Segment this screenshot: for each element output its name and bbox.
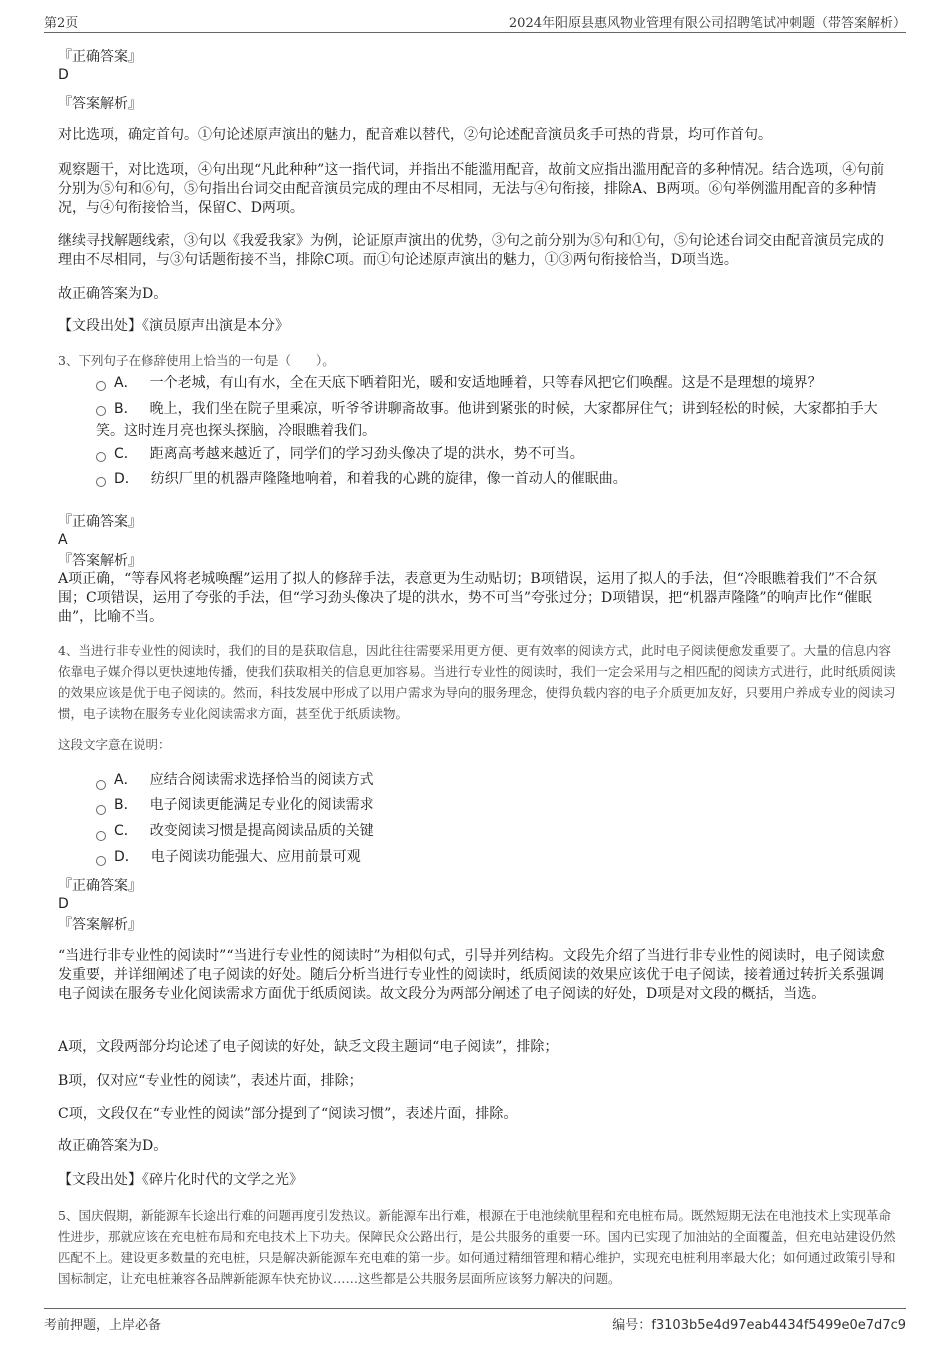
q4-answer-label: 『正确答案』 (58, 878, 142, 894)
page-footer (44, 1308, 906, 1333)
option-letter: B． (114, 401, 138, 417)
q3-option-d[interactable] (114, 468, 894, 490)
q4-analysis-p4: C项，文段仅在“专业性的阅读”部分提到了“阅读习惯”，表述片面，排除。 (58, 1106, 518, 1122)
option-letter: A． (114, 772, 138, 788)
option-letter: D． (114, 471, 139, 487)
footer-slogan: 考前押题，上岸必备 (44, 1318, 162, 1333)
document-code-value: f3103b5e4d97eab4434f5499e0e7d7c9 (651, 1318, 906, 1333)
q2-conclusion: 故正确答案为D。 (58, 286, 168, 302)
page-header (44, 10, 906, 33)
option-letter: A． (114, 375, 138, 391)
q3-option-c-radio[interactable] (96, 452, 106, 462)
q3-option-d-radio[interactable] (96, 477, 106, 487)
option-letter: B． (114, 797, 138, 813)
q3-analysis-label: 『答案解析』 (58, 553, 142, 569)
q4-option-c-radio[interactable] (96, 831, 106, 841)
q4-option-c[interactable] (114, 820, 374, 842)
page-number: 第2页 (44, 16, 79, 31)
q4-option-a[interactable] (114, 769, 374, 791)
q3-answer-label: 『正确答案』 (58, 514, 142, 530)
q4-option-d[interactable] (114, 846, 361, 868)
document-title: 2024年阳原县惠风物业管理有限公司招聘笔试冲刺题（带答案解析） (508, 16, 906, 31)
option-text: 一个老城，有山有水，全在天底下晒着阳光，暖和安适地睡着，只等春风把它们唤醒。这是不是理想的境界？ (149, 375, 822, 391)
option-text: 晚上，我们坐在院子里乘凉，听爷爷讲聊斋故事。他讲到紧张的时候，大家都屏住气；讲到轻松的时候，大家都拍手大笑。这时连月亮也探头探脑，冷眼瞧着我们。 (96, 401, 878, 439)
q4-analysis-p3: B项，仅对应“专业性的阅读”，表述片面，排除； (58, 1073, 363, 1089)
q4-stem: 4、当进行非专业性的阅读时，我们的目的是获取信息，因此往往需要采用更方便、更有效率的阅读方式，此时电子阅读便愈发重要了。大量的信息内容依靠电子媒介得以更快速地传播，使我们获取相关的信息更加容易。当进行专业性的阅读时，我们一定会采用与之相匹配的阅读方式进行，此时纸质阅读的效果应该是优于电子阅读的。然而，科技发展中形成了以用户需求为导向的服务理念，使得负载内容的电子介质更加友好，只要用户养成专业的阅读习惯，电子读物在服务专业化阅读需求方面，甚至优于纸质读物。 (58, 643, 896, 721)
q3-stem: 3、下列句子在修辞使用上恰当的一句是（ ）。 (58, 353, 335, 368)
q2-analysis-p2: 观察题干，对比选项，④句出现“凡此种种”这一指代词，并指出不能滥用配音，故前文应指出滥用配音的多种情况。结合选项，④句前分别为⑤句和⑥句，⑤句指出台词交由配音演员完成的理由不尽相同，无法与④句衔接，排除A、B两项。⑥句举例滥用配音的多种情况，与④句衔接恰当，保留C、D两项。 (58, 162, 885, 216)
q2-answer: D (58, 67, 69, 83)
q3-option-c[interactable] (114, 443, 894, 465)
q4-option-b-radio[interactable] (96, 805, 106, 815)
q4-answer: D (58, 896, 69, 912)
q2-analysis-p1: 对比选项，确定首句。①句论述原声演出的魅力，配音难以替代，②句论述配音演员炙手可热的背景，均可作首句。 (58, 127, 772, 143)
option-text: 距离高考越来越近了，同学们的学习劲头像决了堤的洪水，势不可当。 (149, 446, 584, 462)
option-letter: D． (114, 849, 139, 865)
q2-analysis-p3: 继续寻找解题线索，③句以《我爱我家》为例，论证原声演出的优势，③句之前分别为⑤句和①句，⑤句论述台词交由配音演员完成的理由不尽相同，与③句话题衔接不当，排除C项。而①句论述原声演出的魅力，①③两句衔接恰当，D项当选。 (58, 233, 884, 268)
q5-stem: 5、国庆假期，新能源车长途出行难的问题再度引发热议。新能源车出行难，根源在于电池续航里程和充电桩布局。既然短期无法在电池技术上实现革命性进步，那就应该在充电桩布局和充电技术上下功夫。保障民众公路出行，是公共服务的重要一环。国内已实现了加油站的全面覆盖，但充电站建设仍然匹配不上。建设更多数量的充电桩，只是解决新能源车充电难的第一步。如何通过精细管理和精心维护，实现充电桩利用率最大化；如何通过政策引导和国标制定，让充电桩兼容各品牌新能源车快充协议……这些都是公共服务层面所应该努力解决的问题。 (58, 1208, 896, 1286)
q2-source: 【文段出处】《演员原声出演是本分》 (58, 318, 289, 334)
q3-answer: A (58, 532, 68, 548)
document-code-label: 编号： (612, 1318, 652, 1333)
option-letter: C． (114, 823, 138, 839)
q4-analysis-p1: “当进行非专业性的阅读时”“当进行专业性的阅读时”为相似句式，引导并列结构。文段先介绍了当进行非专业性的阅读时，电子阅读愈发重要，并详细阐述了电子阅读的好处。随后分析当进行专业性的阅读时，纸质阅读的效果应该优于电子阅读，接着通过转折关系强调电子阅读在服务专业化阅读需求方面优于纸质阅读。故文段分为两部分阐述了电子阅读的好处，D项是对文段的概括，当选。 (58, 948, 885, 1002)
q4-source: 【文段出处】《碎片化时代的文学之光》 (58, 1172, 303, 1188)
option-text: 纺织厂里的机器声隆隆地响着，和着我的心跳的旋律，像一首动人的催眠曲。 (150, 471, 627, 487)
option-text: 电子阅读功能强大、应用前景可观 (150, 849, 361, 865)
option-text: 改变阅读习惯是提高阅读品质的关键 (149, 823, 374, 839)
option-text: 应结合阅读需求选择恰当的阅读方式 (149, 772, 374, 788)
q2-answer-label: 『正确答案』 (58, 49, 142, 65)
q3-option-a-radio[interactable] (96, 381, 106, 391)
q4-question: 这段文字意在说明： (58, 737, 171, 752)
q4-option-a-radio[interactable] (96, 780, 106, 790)
q4-analysis-p2: A项，文段两部分均论述了电子阅读的好处，缺乏文段主题词“电子阅读”，排除； (58, 1039, 559, 1055)
q3-analysis: A项正确，“等春风将老城唤醒”运用了拟人的修辞手法，表意更为生动贴切；B项错误，运用了拟人的手法，但“冷眼瞧着我们”不合氛围；C项错误，运用了夸张的手法，但“学习劲头像决了堤的洪水，势不可当”夸张过分；D项错误，把“机器声隆隆”的响声比作“催眠曲”，比喻不当。 (58, 571, 878, 625)
q4-option-b[interactable] (114, 794, 374, 816)
q4-option-d-radio[interactable] (96, 856, 106, 866)
q3-option-b[interactable] (96, 398, 892, 442)
q3-option-a[interactable] (114, 372, 894, 394)
document-code (612, 1314, 906, 1333)
option-letter: C． (114, 446, 138, 462)
option-text: 电子阅读更能满足专业化的阅读需求 (149, 797, 374, 813)
q2-analysis-label: 『答案解析』 (58, 96, 142, 112)
q4-conclusion: 故正确答案为D。 (58, 1138, 168, 1154)
q4-analysis-label: 『答案解析』 (58, 917, 142, 933)
